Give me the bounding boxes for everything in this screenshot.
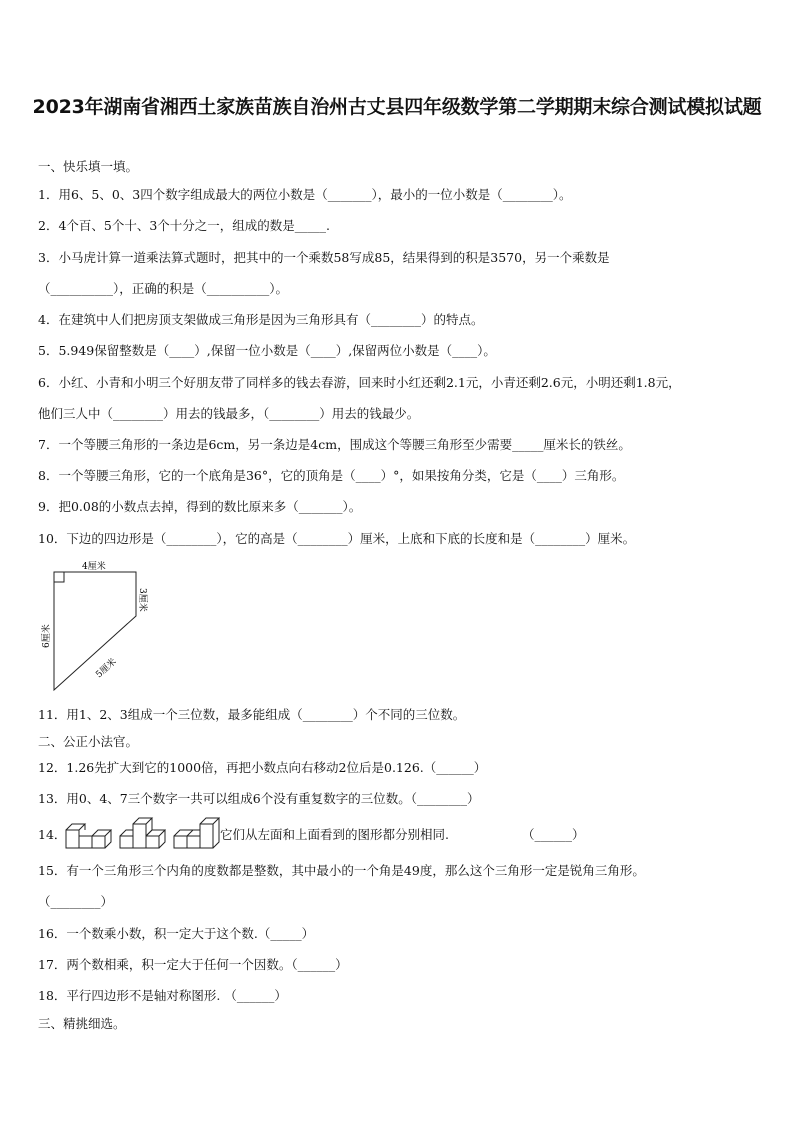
question-17: 17．两个数相乘，积一定大于任何一个因数。（______） (38, 957, 348, 972)
question-16: 16．一个数乘小数，积一定大于这个数.（_____） (38, 926, 315, 941)
question-14-number: 14． (38, 827, 67, 842)
top-length-label: 4厘米 (82, 562, 106, 572)
right-angle-mark (54, 572, 64, 582)
question-10: 10．下边的四边形是（________），它的高是（________）厘米，上底和下底的长度和是（________）厘米。 (38, 531, 636, 546)
left-side-label: 6厘米 (42, 624, 52, 648)
question-18: 18．平行四边形不是轴对称图形. （______） (38, 988, 287, 1003)
question-1: 1．用6、5、0、3四个数字组成最大的两位小数是（_______），最小的一位小数是（________）。 (38, 187, 572, 202)
question-3-line-2: （__________），正确的积是（__________）。 (38, 281, 289, 296)
question-3-line-1: 3．小马虎计算一道乘法算式题时，把其中的一个乘数58写成85，结果得到的积是3570，另一个乘数是 (38, 250, 610, 265)
slant-side-label: 5厘米 (94, 656, 119, 681)
section-2-heading: 二、公正小法官。 (38, 734, 139, 749)
question-14-text: 它们从左面和上面看到的图形都分别相同. (220, 827, 449, 842)
question-6-line-2: 他们三人中（________）用去的钱最多，（________）用去的钱最少。 (38, 406, 420, 421)
question-15-line-1: 15．有一个三角形三个内角的度数都是整数，其中最小的一个角是49度，那么这个三角形一定是锐角三角形。 (38, 863, 645, 878)
cube-stack-figure-2 (118, 816, 166, 852)
question-8: 8．一个等腰三角形，它的一个底角是36°，它的顶角是（____）°，如果按角分类，它是（____）三角形。 (38, 468, 625, 483)
question-7: 7．一个等腰三角形的一条边是6cm，另一条边是4cm，围成这个等腰三角形至少需要_____厘米长的铁丝。 (38, 437, 631, 452)
question-6-line-1: 6．小红、小青和小明三个好朋友带了同样多的钱去春游，回来时小红还剩2.1元，小青还剩2.6元，小明还剩1.8元， (38, 375, 681, 390)
question-14-answer-blank: （______） (522, 827, 585, 842)
question-9: 9．把0.08的小数点去掉，得到的数比原来多（_______）。 (38, 499, 362, 514)
trapezoid-figure (38, 558, 168, 698)
question-15-line-2: （________） (38, 894, 114, 909)
question-13: 13．用0、4、7三个数字一共可以组成6个没有重复数字的三位数。（________） (38, 791, 480, 806)
cube-stack-figure-1 (64, 816, 112, 852)
question-5: 5．5.949保留整数是（____）,保留一位小数是（____）,保留两位小数是（____）。 (38, 343, 496, 358)
question-11: 11．用1、2、3组成一个三位数，最多能组成（________）个不同的三位数。 (38, 707, 466, 722)
section-3-heading: 三、精挑细选。 (38, 1016, 126, 1031)
right-height-label: 3厘米 (137, 588, 147, 612)
cube-stack-figure-3 (172, 816, 220, 852)
question-2: 2．4个百、5个十、3个十分之一，组成的数是_____. (38, 218, 331, 233)
question-4: 4．在建筑中人们把房顶支架做成三角形是因为三角形具有（________）的特点。 (38, 312, 484, 327)
section-1-heading: 一、快乐填一填。 (38, 159, 139, 174)
document-title: 2023年湖南省湘西土家族苗族自治州古丈县四年级数学第二学期期末综合测试模拟试题 (32, 96, 762, 118)
question-12: 12．1.26先扩大到它的1000倍，再把小数点向右移动2位后是0.126.（______） (38, 760, 487, 775)
